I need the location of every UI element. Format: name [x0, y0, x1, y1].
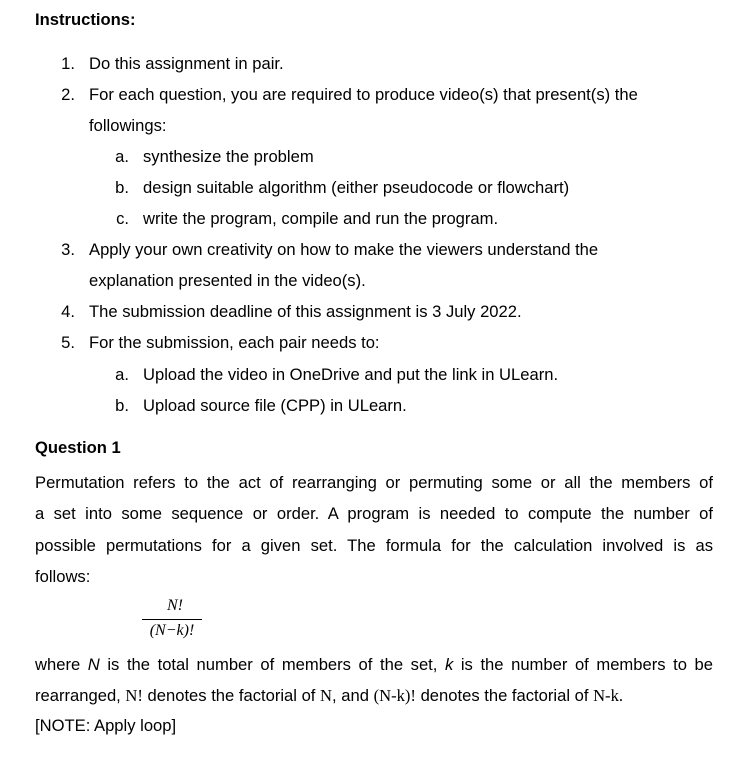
- paragraph-line: a set into some sequence or order. A program is needed to compute the number of: [35, 504, 713, 523]
- paragraph-line: Permutation refers to the act of rearranging or permuting some or all the members of: [35, 473, 713, 492]
- formula-numerator: N!: [167, 597, 183, 614]
- sublist-letter: b.: [115, 178, 129, 197]
- sublist-letter: a.: [115, 147, 129, 166]
- list-number: 5.: [61, 333, 75, 352]
- note-text: [NOTE: Apply loop]: [35, 716, 177, 735]
- paragraph-line: follows:: [35, 567, 91, 586]
- list-item-text: The submission deadline of this assignment is 3 July 2022.: [89, 302, 522, 321]
- text: where: [35, 655, 88, 674]
- sublist-letter: a.: [115, 365, 129, 384]
- instructions-heading: Instructions:: [35, 10, 136, 29]
- sublist-item-text: Upload the video in OneDrive and put the link in ULearn.: [143, 365, 559, 384]
- list-item-text: For the submission, each pair needs to:: [89, 333, 380, 352]
- n-value: N: [320, 686, 333, 705]
- list-number: 3.: [61, 240, 75, 259]
- n-factorial: N!: [125, 686, 143, 705]
- var-k: k: [444, 655, 454, 674]
- text: denotes the factorial of: [142, 686, 321, 705]
- nk-value: N-k: [593, 686, 619, 705]
- list-number: 1.: [61, 54, 75, 73]
- list-item-text: For each question, you are required to produce video(s) that present(s) the: [89, 85, 638, 104]
- text: .: [618, 686, 624, 705]
- fraction-bar: [142, 619, 202, 620]
- text: denotes the factorial of: [415, 686, 594, 705]
- paragraph-line: possible permutations for a given set. The formula for the calculation involved is as: [35, 536, 713, 555]
- list-item-text-cont: explanation presented in the video(s).: [89, 271, 366, 290]
- list-number: 4.: [61, 302, 75, 321]
- var-N: N: [87, 655, 100, 674]
- sublist-item-text: write the program, compile and run the program.: [143, 209, 499, 228]
- sublist-letter: b.: [115, 396, 129, 415]
- sublist-item-text: synthesize the problem: [143, 147, 314, 166]
- text: rearranged,: [35, 686, 126, 705]
- text: , and: [332, 686, 374, 705]
- list-item-text: Apply your own creativity on how to make the viewers understand the: [89, 240, 599, 259]
- factorial-line: [35, 686, 623, 706]
- list-item-text-cont: followings:: [89, 116, 167, 135]
- list-item-text: Do this assignment in pair.: [89, 54, 284, 73]
- sublist-item-text: Upload source file (CPP) in ULearn.: [143, 396, 407, 415]
- formula-denominator: (N−k)!: [149, 622, 195, 639]
- list-number: 2.: [61, 85, 75, 104]
- question-heading: Question 1: [35, 438, 121, 457]
- text: is the number of members to be: [453, 655, 713, 674]
- where-line: [35, 655, 713, 675]
- sublist-letter: c.: [116, 209, 129, 228]
- text: is the total number of members of the set,: [99, 655, 445, 674]
- nk-factorial: (N-k)!: [373, 686, 416, 705]
- sublist-item-text: design suitable algorithm (either pseudocode or flowchart): [143, 178, 570, 197]
